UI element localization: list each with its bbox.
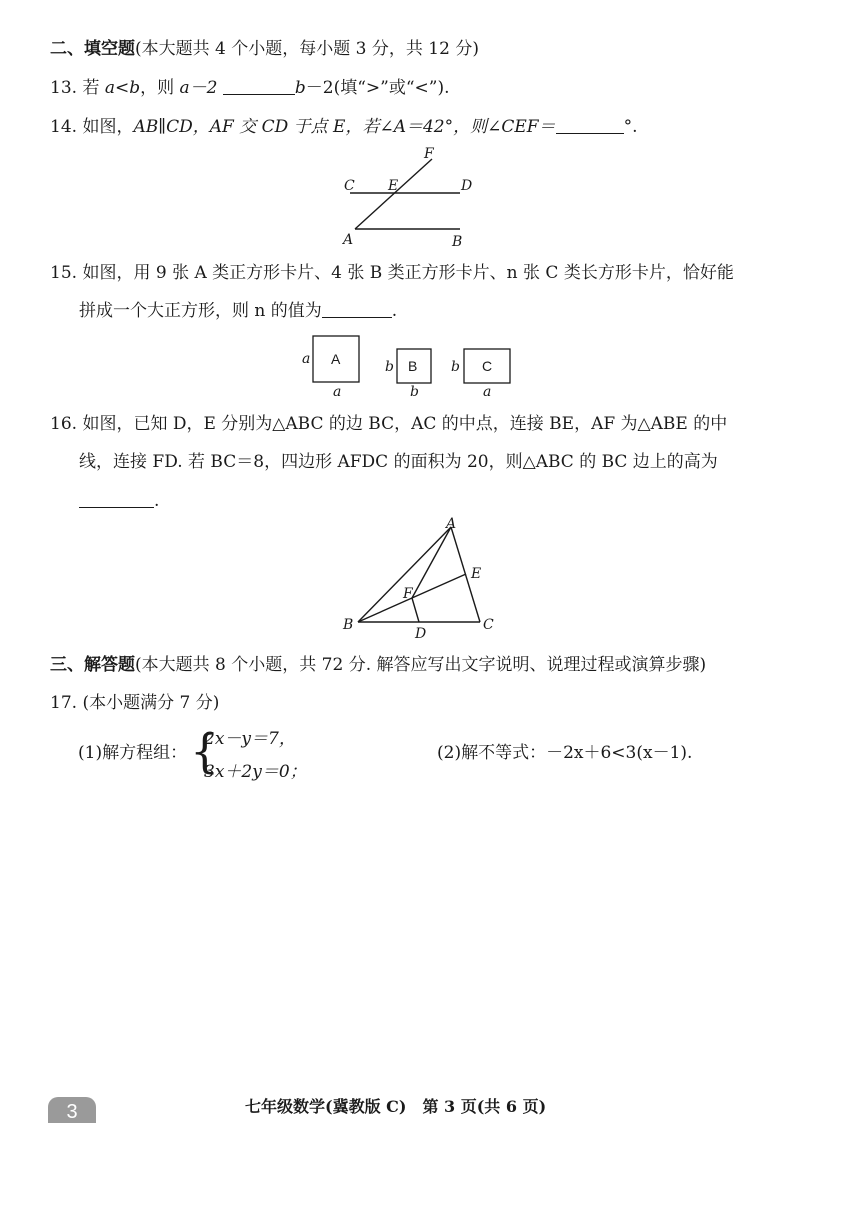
q14-prefix: 14. 如图，	[50, 117, 134, 137]
question-15-line-2	[79, 300, 397, 322]
label-a: A	[446, 516, 457, 532]
q13-text-mid: ，则	[140, 78, 180, 98]
answer-blank-16[interactable]	[79, 491, 154, 508]
page-footer: 七年级数学(冀教版 C) 第 3 页(共 6 页)	[245, 1097, 547, 1116]
label-e: E	[471, 566, 482, 582]
card-c-side-label: b	[451, 359, 460, 375]
line-af	[355, 159, 432, 229]
q13-expr1: a－2	[179, 78, 218, 98]
label-f: F	[403, 586, 413, 602]
q17-part1-label: (1)解方程组：	[78, 743, 188, 763]
q13-expr2: b	[294, 78, 306, 98]
question-16-line-1: 16. 如图，已知 D，E 分别为△ABC 的边 BC，AC 的中点，连接 BE，AF 为△ABE 的中	[50, 414, 728, 434]
q13-text-after: －2(填“>”或“<”).	[305, 78, 450, 98]
q17-equation-2: 3x＋2y＝0；	[204, 762, 307, 782]
card-c-label: C	[482, 358, 493, 374]
question-13	[50, 77, 450, 99]
q16-end: .	[154, 491, 160, 511]
question-16-line-2: 线，连接 FD. 若 BC＝8，四边形 AFDC 的面积为 20，则△ABC 的 BC 边上的高为	[79, 452, 718, 472]
section-2-heading	[50, 38, 479, 60]
system-brace: {	[190, 724, 220, 778]
q15-text: 拼成一个大正方形，则 n 的值为	[79, 301, 322, 321]
label-b: B	[452, 234, 463, 250]
q17-equation-1: 2x－y＝7，	[204, 729, 296, 749]
answer-blank-15[interactable]	[322, 301, 392, 318]
answer-blank-14[interactable]	[556, 117, 624, 134]
q14-text: AB∥CD，AF 交 CD 于点 E，若∠A＝42°，则∠CEF＝	[133, 117, 556, 137]
label-e: E	[388, 178, 399, 194]
question-15-line-1: 15. 如图，用 9 张 A 类正方形卡片、4 张 B 类正方形卡片、n 张 C 类长方形卡片，恰好能	[50, 263, 734, 283]
card-a-bottom-label: a	[333, 384, 342, 400]
label-d: D	[461, 178, 473, 194]
q14-suffix: °.	[623, 117, 638, 137]
question-14	[50, 116, 637, 138]
card-a-label: A	[331, 351, 341, 367]
card-b-bottom-label: b	[410, 384, 419, 400]
section-3-heading	[50, 654, 706, 676]
label-b: B	[343, 617, 354, 633]
card-c-bottom-label: a	[483, 384, 492, 400]
figure-16-triangle	[340, 515, 510, 643]
q13-text: 13. 若	[50, 78, 105, 98]
segment-af	[412, 527, 451, 598]
card-a-side-label: a	[302, 351, 311, 367]
label-d: D	[415, 626, 427, 642]
answer-blank-13[interactable]	[223, 78, 295, 95]
q17-part2: (2)解不等式：－2x＋6<3(x－1).	[437, 743, 693, 763]
label-a: A	[343, 232, 354, 248]
q15-end: .	[391, 301, 398, 321]
question-16-line-3	[79, 490, 159, 512]
segment-fd	[412, 598, 419, 622]
q13-lt: <	[114, 78, 130, 98]
section-note: (本大题共 8 个小题，共 72 分. 解答应写出文字说明、说理过程或演算步骤)	[135, 655, 707, 675]
label-f: F	[424, 146, 434, 162]
card-b-side-label: b	[385, 359, 394, 375]
card-b-label: B	[408, 358, 418, 374]
section-title: 三、解答题	[50, 655, 135, 675]
side-ab	[358, 527, 451, 622]
question-17-title: 17. (本小题满分 7 分)	[50, 693, 220, 713]
page-number-tab: 3	[48, 1097, 96, 1123]
section-note: (本大题共 4 个小题，每小题 3 分，共 12 分)	[135, 39, 479, 59]
label-c: C	[483, 617, 494, 633]
label-c: C	[344, 178, 355, 194]
figure-15-cards	[295, 330, 525, 400]
figure-14-parallel-lines	[330, 145, 490, 250]
q13-var-a: a	[104, 78, 115, 98]
q13-var-b: b	[129, 78, 141, 98]
section-title: 二、填空题	[50, 39, 135, 59]
